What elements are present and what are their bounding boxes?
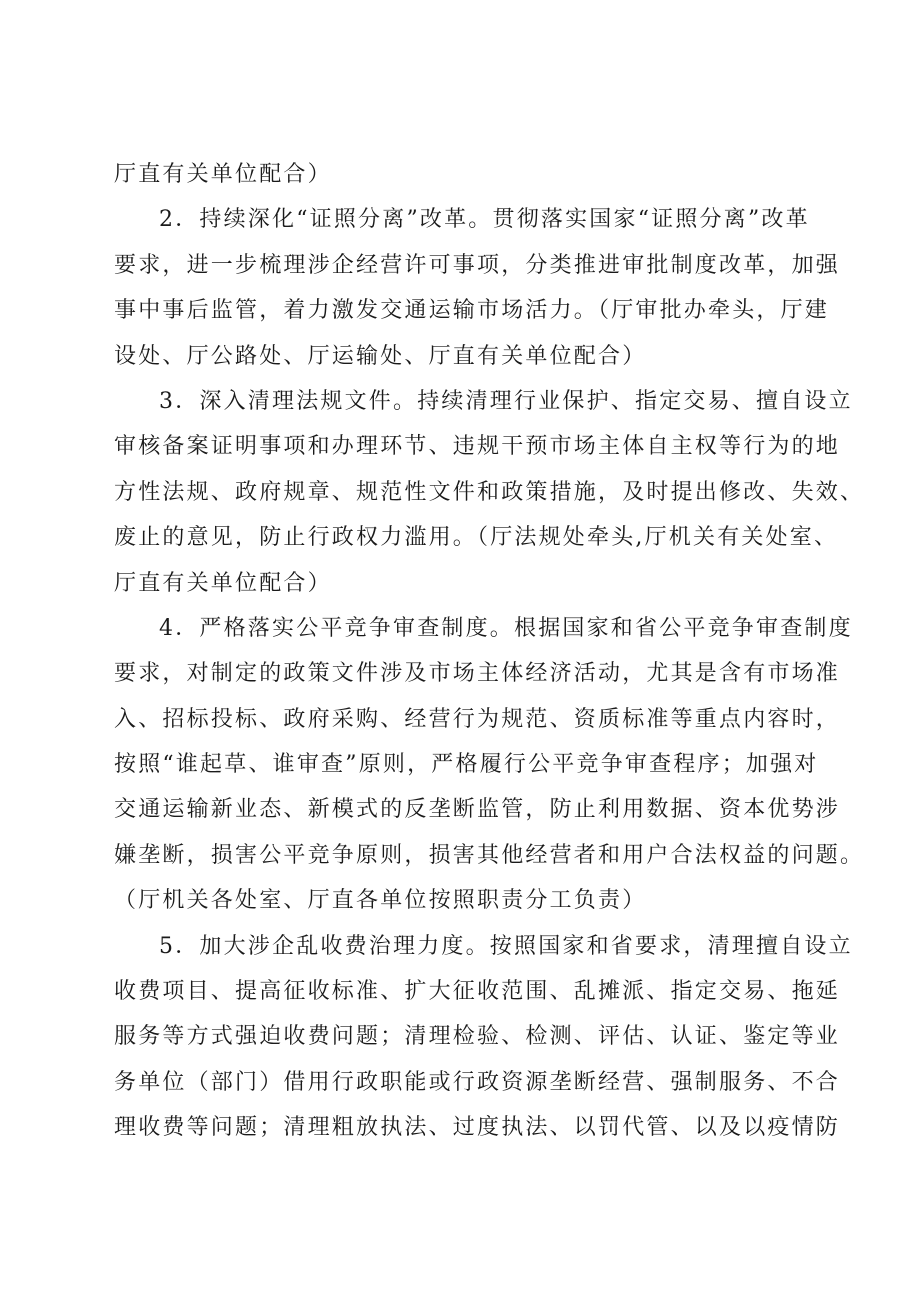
- paragraph-2-start: 2．持续深化“证照分离”改革。贯彻落实国家“证照分离”改革: [159, 207, 810, 233]
- text-line: 嫌垄断，损害公平竞争原则，损害其他经营者和用户合法权益的问题。: [114, 842, 865, 868]
- paragraph-3-start: 3．深入清理法规文件。持续清理行业保护、指定交易、擅自设立: [159, 388, 853, 414]
- text-line: 理收费等问题；清理粗放执法、过度执法、以罚代管、以及以疫情防: [114, 1115, 841, 1141]
- text-line: 要求，对制定的政策文件涉及市场主体经济活动，尤其是含有市场准: [114, 661, 841, 687]
- text-line: 方性法规、政府规章、规范性文件和政策措施，及时提出修改、失效、: [114, 479, 865, 505]
- paragraph-5-start: 5．加大涉企乱收费治理力度。按照国家和省要求，清理擅自设立: [159, 933, 853, 959]
- paragraph-4-start: 4．严格落实公平竞争审查制度。根据国家和省公平竞争审查制度: [159, 615, 853, 641]
- text-line: 务单位（部门）借用行政职能或行政资源垄断经营、强制服务、不合: [114, 1069, 841, 1095]
- text-line: 设处、厅公路处、厅运输处、厅直有关单位配合）: [114, 343, 647, 369]
- text-line: 按照“谁起草、谁审查”原则，严格履行公平竞争审查程序；加强对: [114, 752, 819, 778]
- text-line: （厅机关各处室、厅直各单位按照职责分工负责）: [114, 888, 647, 914]
- text-line: 审核备案证明事项和办理环节、违规干预市场主体自主权等行为的地: [114, 434, 841, 460]
- text-line: 交通运输新业态、新模式的反垄断监管，防止利用数据、资本优势涉: [114, 797, 841, 823]
- document-body: [114, 152, 865, 1151]
- text-line: 要求，进一步梳理涉企经营许可事项，分类推进审批制度改革，加强: [114, 252, 841, 278]
- text-line: 入、招标投标、政府采购、经营行为规范、资质标准等重点内容时，: [114, 706, 841, 732]
- text-line: 厅直有关单位配合）: [114, 570, 332, 596]
- text-line: 服务等方式强迫收费问题；清理检验、检测、评估、认证、鉴定等业: [114, 1024, 841, 1050]
- text-line: 事中事后监管，着力激发交通运输市场活力。（厅审批办牵头，厅建: [114, 298, 830, 324]
- text-line: 废止的意见，防止行政权力滥用。（厅法规处牵头,厅机关有关处室、: [114, 525, 839, 551]
- text-line: 厅直有关单位配合）: [114, 162, 332, 187]
- text-line: 收费项目、提高征收标准、扩大征收范围、乱摊派、指定交易、拖延: [114, 979, 841, 1005]
